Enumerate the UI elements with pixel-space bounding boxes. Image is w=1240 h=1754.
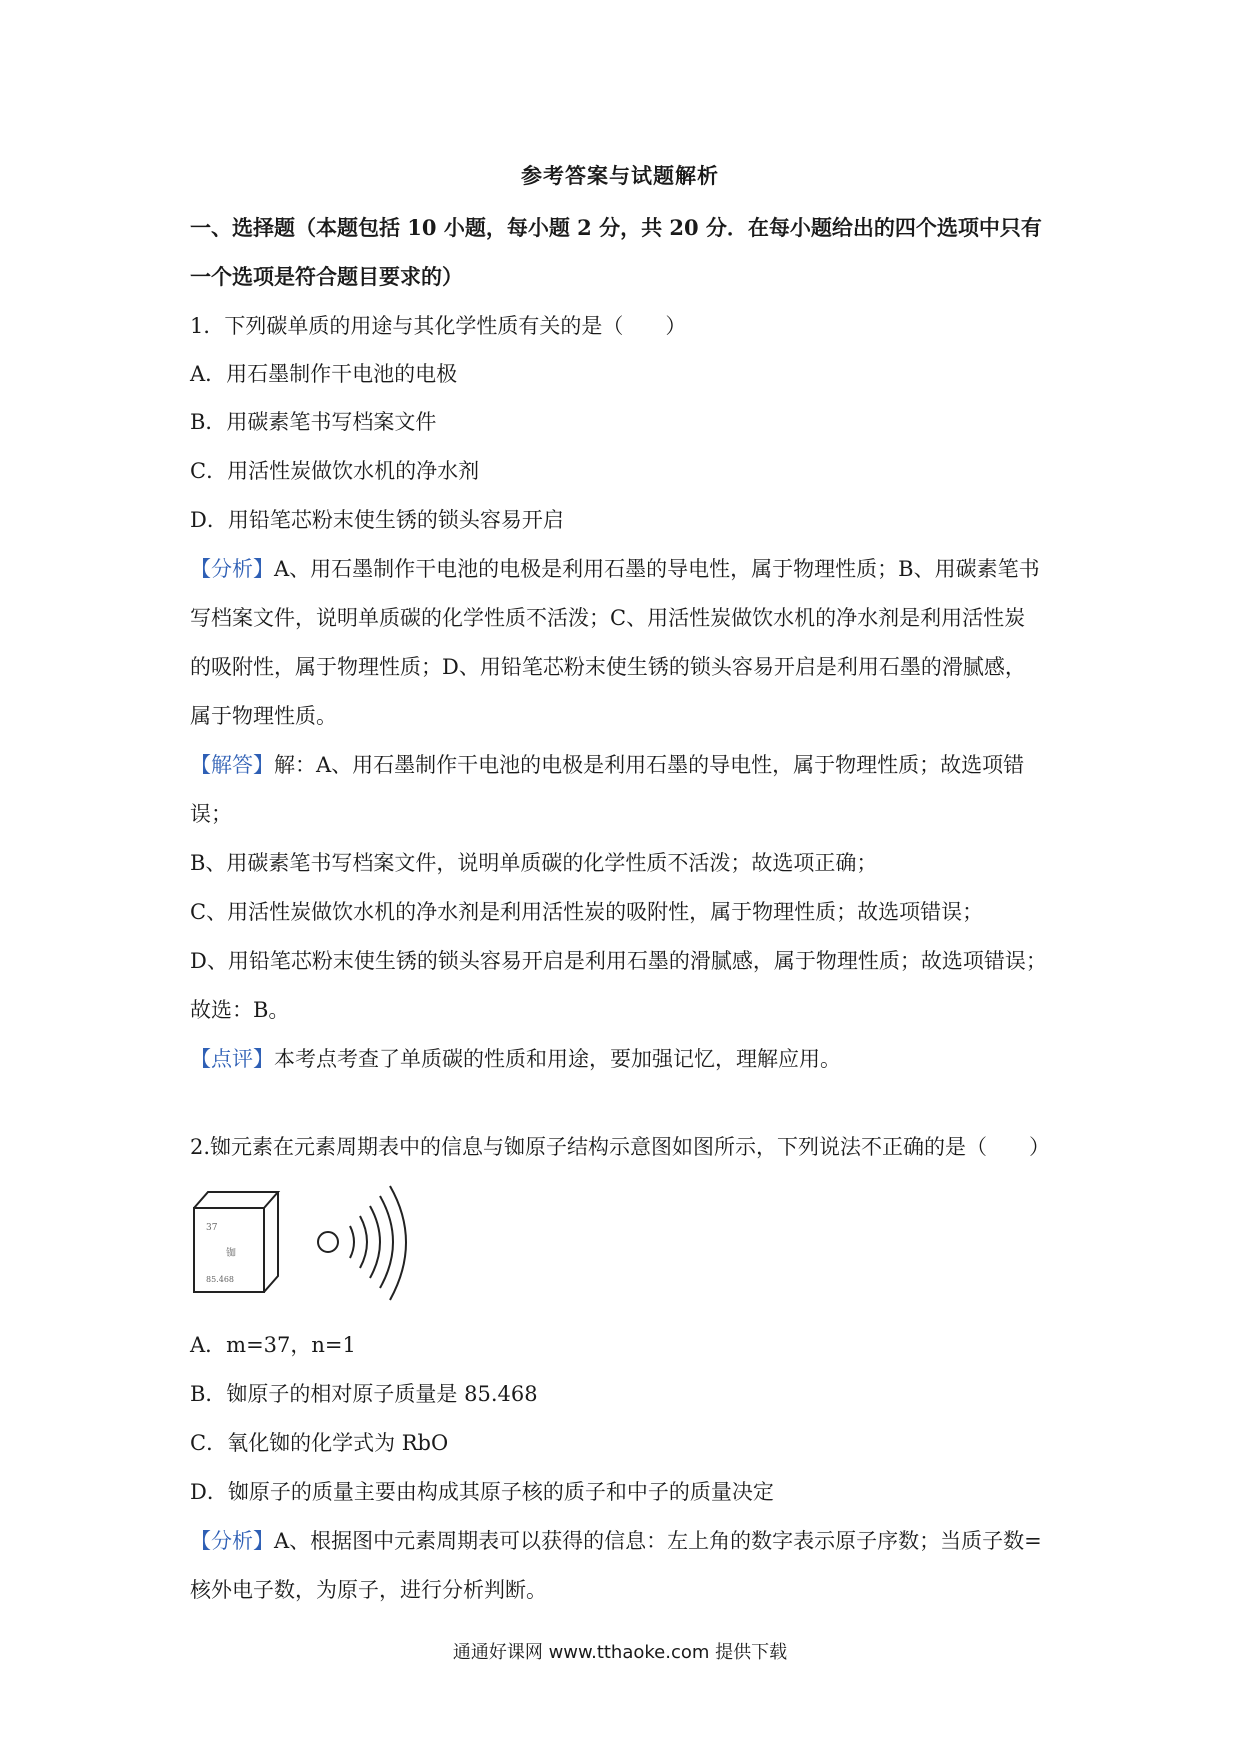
q1-analysis-line-2: 写档案文件，说明单质碳的化学性质不活泼；C、用活性炭做饮水机的净水剂是利用活性炭 [190,606,1026,630]
q1-stem: 1．下列碳单质的用途与其化学性质有关的是（ ） [190,314,687,338]
q1-answer-line-2: 误； [190,802,232,826]
analysis-tag: 【分析】 [190,1529,274,1553]
q2-analysis-line-1 [190,1525,1070,1555]
q2-stem: 2.铷元素在元素周期表中的信息与铷原子结构示意图如图所示，下列说法不正确的是（ ） [190,1135,1051,1159]
svg-text:铷: 铷 [226,1248,236,1259]
q1-answer-line-1 [190,749,1070,779]
q1-analysis-line-4: 属于物理性质。 [190,704,337,728]
atom-structure-image [318,1186,406,1300]
section-heading-line-2: 一个选项是符合题目要求的） [190,264,463,289]
q2-option-c: C．氧化铷的化学式为 RbO [190,1431,449,1455]
q1-analysis-line-1 [190,553,1070,583]
section-heading-line-1: 一、选择题（本题包括 10 小题，每小题 2 分，共 20 分．在每小题给出的四个选项中只有 [190,215,1042,240]
q1-analysis-line-3: 的吸附性，属于物理性质；D、用铅笔芯粉末使生锈的锁头容易开启是利用石墨的滑腻感， [190,655,1026,679]
q1-answer-line-5: D、用铅笔芯粉末使生锈的锁头容易开启是利用石墨的滑腻感，属于物理性质；故选项错误； [190,949,1047,973]
svg-text:85.468: 85.468 [206,1275,234,1284]
comment-text: 本考点考查了单质碳的性质和用途，要加强记忆，理解应用。 [274,1047,841,1071]
periodic-table-cell-image [194,1192,278,1292]
q2-option-d: D．铷原子的质量主要由构成其原子核的质子和中子的质量决定 [190,1480,774,1504]
q1-option-b: B．用碳素笔书写档案文件 [190,410,437,434]
q1-option-c: C．用活性炭做饮水机的净水剂 [190,459,480,483]
q1-option-d: D．用铅笔芯粉末使生锈的锁头容易开启 [190,508,564,532]
answer-tag: 【解答】 [190,753,274,777]
rubidium-figure [190,1178,430,1308]
q1-answer-line-6: 故选：B。 [190,998,290,1022]
page-footer: 通通好课网 www.tthaoke.com 提供下载 [452,1642,788,1663]
comment-tag: 【点评】 [190,1047,274,1071]
q2-analysis-line-2: 核外电子数，为原子，进行分析判断。 [190,1578,547,1602]
q1-answer-line-3: B、用碳素笔书写档案文件，说明单质碳的化学性质不活泼；故选项正确； [190,851,878,875]
svg-text:37: 37 [206,1223,218,1233]
q2-option-a: A．m=37，n=1 [190,1333,356,1357]
page-title: 参考答案与试题解析 [521,163,719,188]
q1-comment [190,1043,1070,1073]
answer-text: 解：A、用石墨制作干电池的电极是利用石墨的导电性，属于物理性质；故选项错 [274,753,1025,777]
analysis-text: A、用石墨制作干电池的电极是利用石墨的导电性，属于物理性质；B、用碳素笔书 [274,557,1040,581]
analysis-text: A、根据图中元素周期表可以获得的信息：左上角的数字表示原子序数；当质子数= [274,1529,1042,1553]
q1-answer-line-4: C、用活性炭做饮水机的净水剂是利用活性炭的吸附性，属于物理性质；故选项错误； [190,900,984,924]
q2-option-b: B．铷原子的相对原子质量是 85.468 [190,1382,538,1406]
q1-option-a: A．用石墨制作干电池的电极 [190,362,458,386]
analysis-tag: 【分析】 [190,557,274,581]
